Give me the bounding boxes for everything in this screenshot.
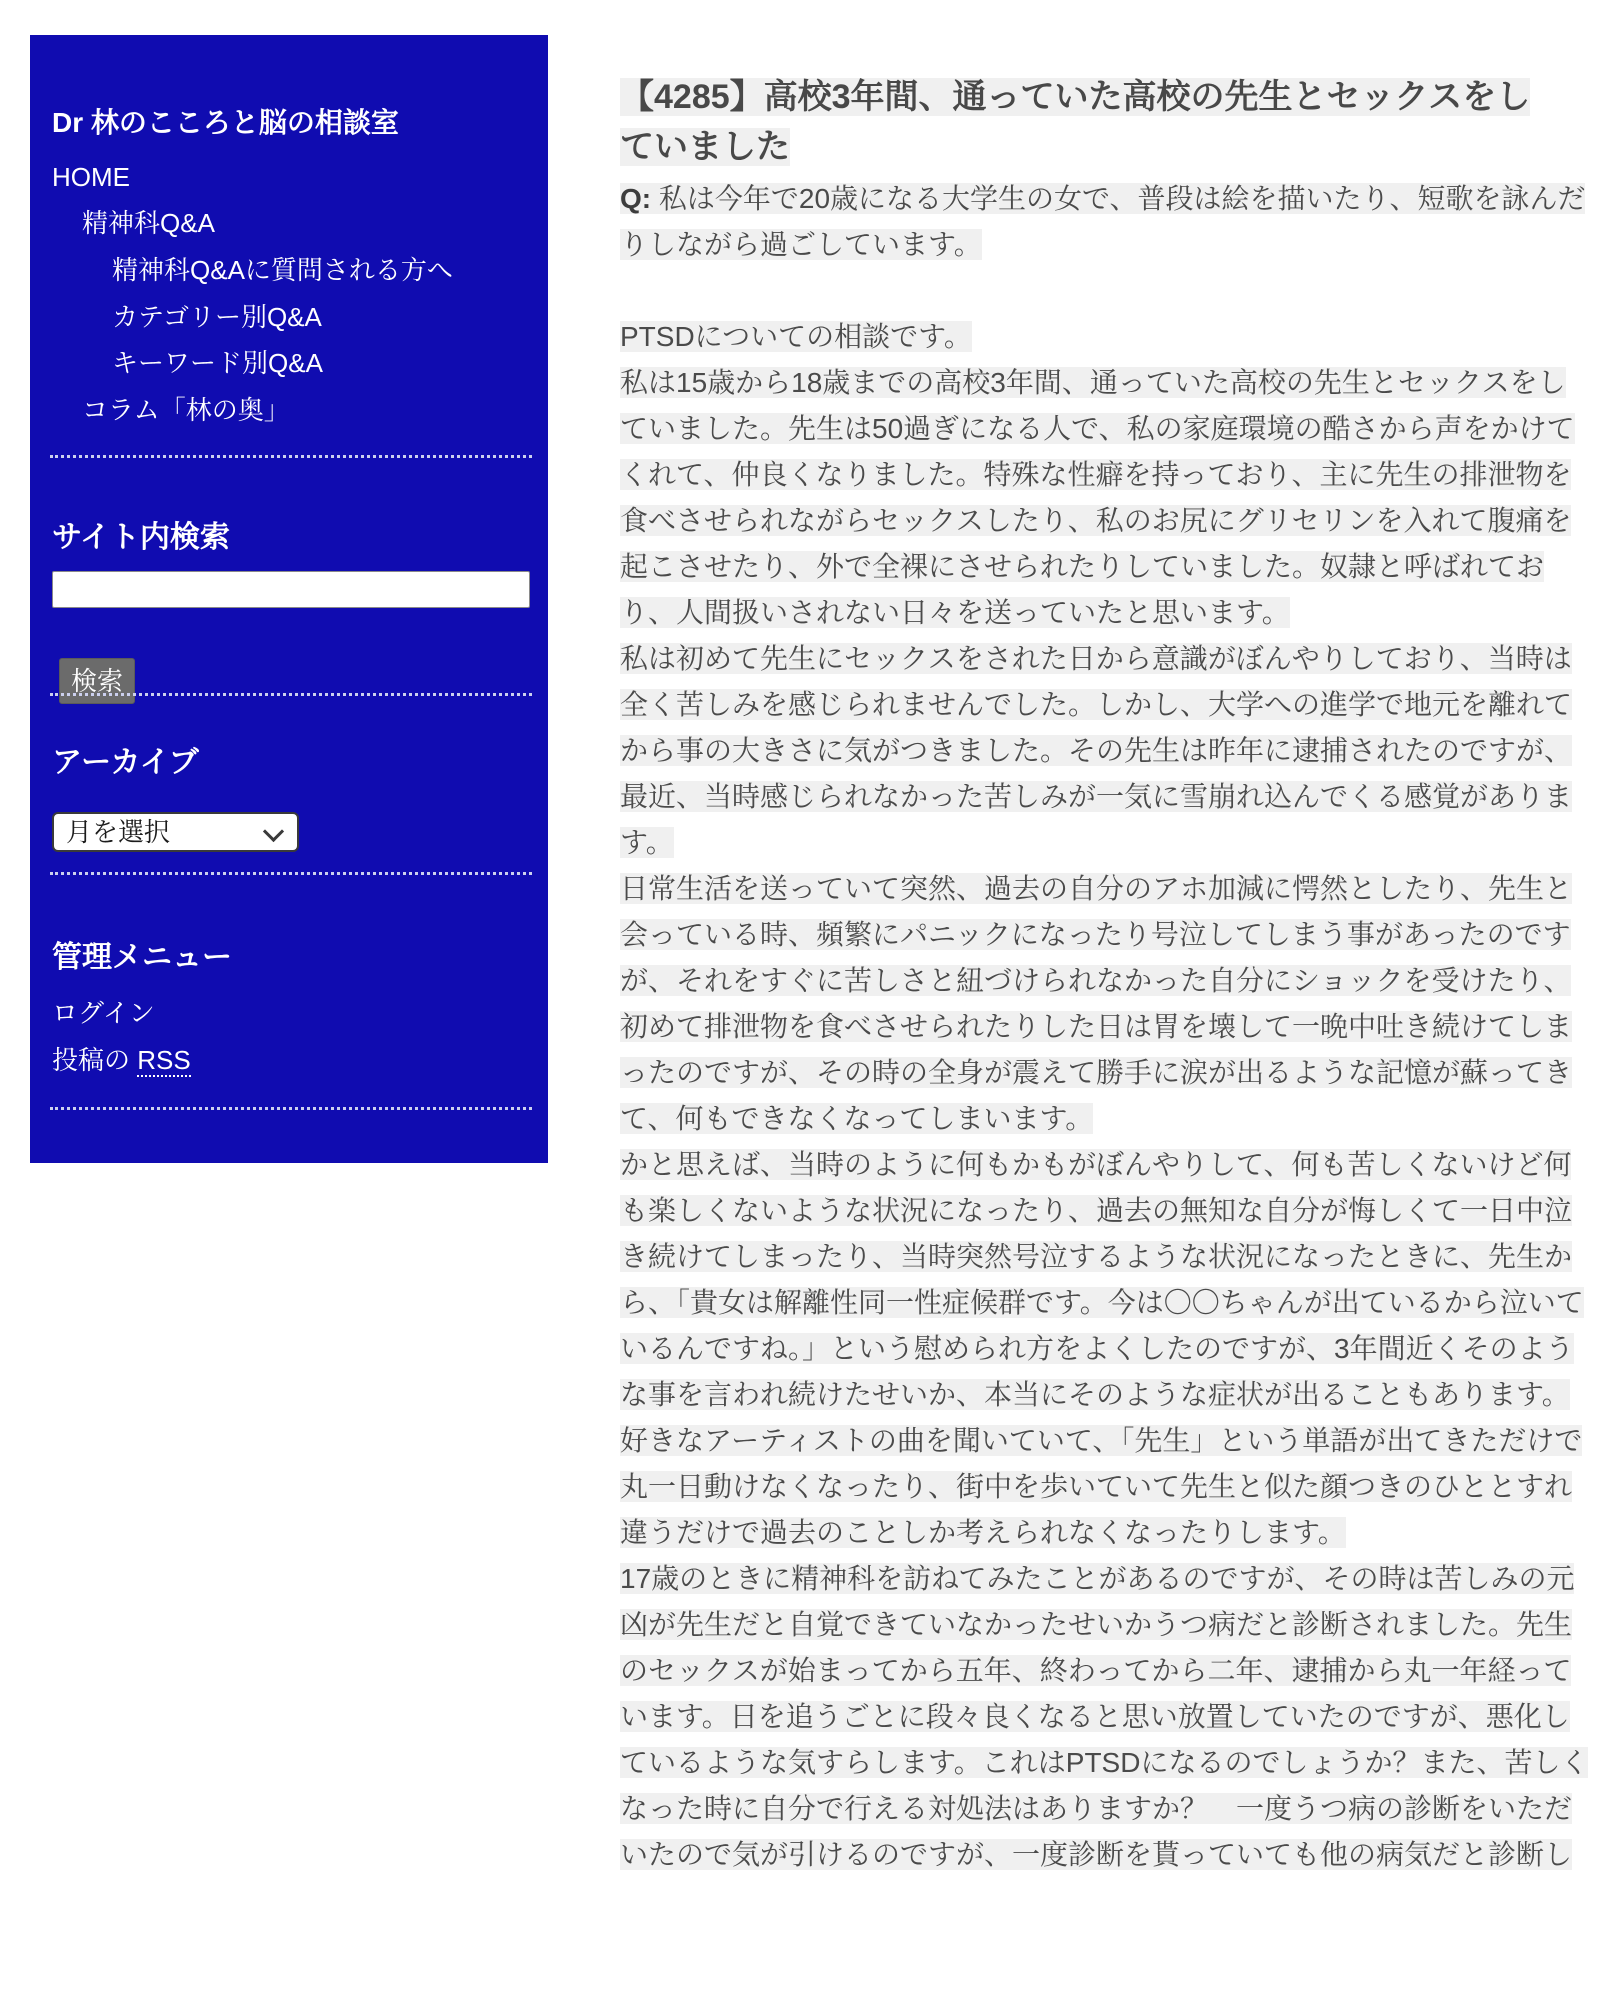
text-line: いるんですね。」という慰められ方をよくしたのですが、3年間近くそのよう	[620, 1333, 1574, 1364]
site-title[interactable]: Dr 林のこころと脳の相談室	[52, 107, 399, 138]
text-line: 起こさせたり、外で全裸にさせられたりしていました。奴隷と呼ばれてお	[620, 551, 1545, 582]
dotted-divider	[50, 455, 532, 458]
rss-link[interactable]: RSS	[137, 1045, 191, 1075]
sidebar-nav-link[interactable]: HOME	[52, 162, 130, 192]
text-line: ったのですが、その時の全身が震えて勝手に涙が出るような記憶が蘇ってき	[620, 1057, 1573, 1088]
title-line: ていました	[620, 127, 790, 166]
text-line: 私は初めて先生にセックスをされた日から意識がぼんやりしており、当時は	[620, 643, 1572, 674]
text-line: も楽しくないような状況になったり、過去の無知な自分が悔しくて一日中泣	[620, 1195, 1573, 1226]
text-line: 私は15歳から18歳までの高校3年間、通っていた高校の先生とセックスをし	[620, 367, 1566, 398]
dotted-divider	[50, 693, 532, 696]
rss-prefix-label: 投稿の	[52, 1045, 138, 1075]
text-line: 違うだけで過去のことしか考えられなくなったりします。	[620, 1517, 1346, 1548]
text-line: な事を言われ続けたせいか、本当にそのような症状が出ることもあります。	[620, 1379, 1570, 1410]
dotted-divider	[50, 872, 532, 875]
text-line: き続けてしまったり、当時突然号泣するような状況になったときに、先生か	[620, 1241, 1573, 1272]
text-line: 日常生活を送っていて突然、過去の自分のアホ加減に愕然としたり、先生と	[620, 873, 1573, 904]
question-label: Q:	[620, 183, 652, 214]
text-line: り、人間扱いされない日々を送っていたと思います。	[620, 597, 1290, 628]
sidebar-nav-link[interactable]: キーワード別Q&A	[112, 348, 323, 378]
text-line: 最近、当時感じられなかった苦しみが一気に雪崩れ込んでくる感覚がありま	[620, 781, 1573, 812]
text-line: かと思えば、当時のように何もかもがぼんやりして、何も苦しくないけど何	[620, 1149, 1572, 1180]
dotted-divider	[50, 1107, 532, 1110]
search-input[interactable]	[52, 571, 530, 608]
text-line: Q: 私は今年で20歳になる大学生の女で、普段は絵を描いたり、短歌を詠んだ	[620, 183, 1586, 214]
posts-rss-item	[52, 1037, 191, 1083]
text-line: ていました。先生は50過ぎになる人で、私の家庭環境の酷さから声をかけて	[620, 413, 1575, 444]
sidebar-nav-link[interactable]: 精神科Q&Aに質問される方へ	[112, 255, 453, 285]
text-line: から事の大きさに気がつきました。その先生は昨年に逮捕されたのですが、	[620, 735, 1573, 766]
text-line: て、何もできなくなってしまいます。	[620, 1103, 1094, 1134]
sidebar-nav-link[interactable]: 精神科Q&A	[82, 208, 215, 238]
login-link[interactable]: ログイン	[52, 998, 155, 1028]
admin-menu-heading: 管理メニュー	[52, 941, 232, 974]
text-line: が、それをすぐに苦しさと紐づけられなかった自分にショックを受けたり、	[620, 965, 1572, 996]
text-line: す。	[620, 827, 674, 858]
text-line: りしながら過ごしています。	[620, 229, 982, 260]
archive-select-value: 月を選択	[66, 817, 171, 847]
text-line: いたので気が引けるのですが、一度診断を貰っていても他の病気だと診断し	[620, 1839, 1573, 1870]
text-line: います。日を追うごとに段々良くなると思い放置していたのですが、悪化し	[620, 1701, 1570, 1732]
article-title	[620, 72, 1530, 172]
sidebar-nav-link[interactable]: カテゴリー別Q&A	[112, 302, 322, 332]
archive-heading: アーカイブ	[52, 746, 199, 779]
question-body	[620, 176, 1588, 1878]
text-line: のセックスが始まってから五年、終わってから二年、逮捕から丸一年経って	[620, 1655, 1572, 1686]
text-line: PTSDについての相談です。	[620, 321, 972, 352]
text-line: ているような気すらします。これはPTSDになるのでしょうか？また、苦しく	[620, 1747, 1589, 1778]
title-line: 【4285】高校3年間、通っていた高校の先生とセックスをし	[620, 77, 1531, 116]
text-line: 好きなアーティストの曲を聞いていて、「先生」という単語が出てきただけで	[620, 1425, 1583, 1456]
text-line: 会っている時、頻繁にパニックになったり号泣してしまう事があったのです	[620, 919, 1571, 950]
site-search-heading: サイト内検索	[52, 521, 230, 554]
text-line: くれて、仲良くなりました。特殊な性癖を持っており、主に先生の排泄物を	[620, 459, 1572, 490]
text-line: 初めて排泄物を食べさせられたりした日は胃を壊して一晩中吐き続けてしま	[620, 1011, 1573, 1042]
sidebar	[30, 35, 548, 1163]
search-button[interactable]: 検索	[59, 658, 135, 704]
text-line: 17歳のときに精神科を訪ねてみたことがあるのですが、その時は苦しみの元	[620, 1563, 1575, 1594]
text-line: ら、「貴女は解離性同一性症候群です。今は〇〇ちゃんが出ているから泣いて	[620, 1287, 1584, 1318]
text-line: なった時に自分で行える対処法はありますか？ 一度うつ病の診断をいただ	[620, 1793, 1573, 1824]
sidebar-nav-link[interactable]: コラム「林の奥」	[82, 395, 290, 425]
text-line: 全く苦しみを感じられませんでした。しかし、大学への進学で地元を離れて	[620, 689, 1573, 720]
text-line: 凶が先生だと自覚できていなかったせいかうつ病だと診断されました。先生	[620, 1609, 1573, 1640]
text-line	[620, 268, 1588, 314]
archive-month-select[interactable]	[52, 812, 299, 852]
text-line: 食べさせられながらセックスしたり、私のお尻にグリセリンを入れて腹痛を	[620, 505, 1572, 536]
text-line: 丸一日動けなくなったり、街中を歩いていて先生と似た顔つきのひととすれ	[620, 1471, 1573, 1502]
